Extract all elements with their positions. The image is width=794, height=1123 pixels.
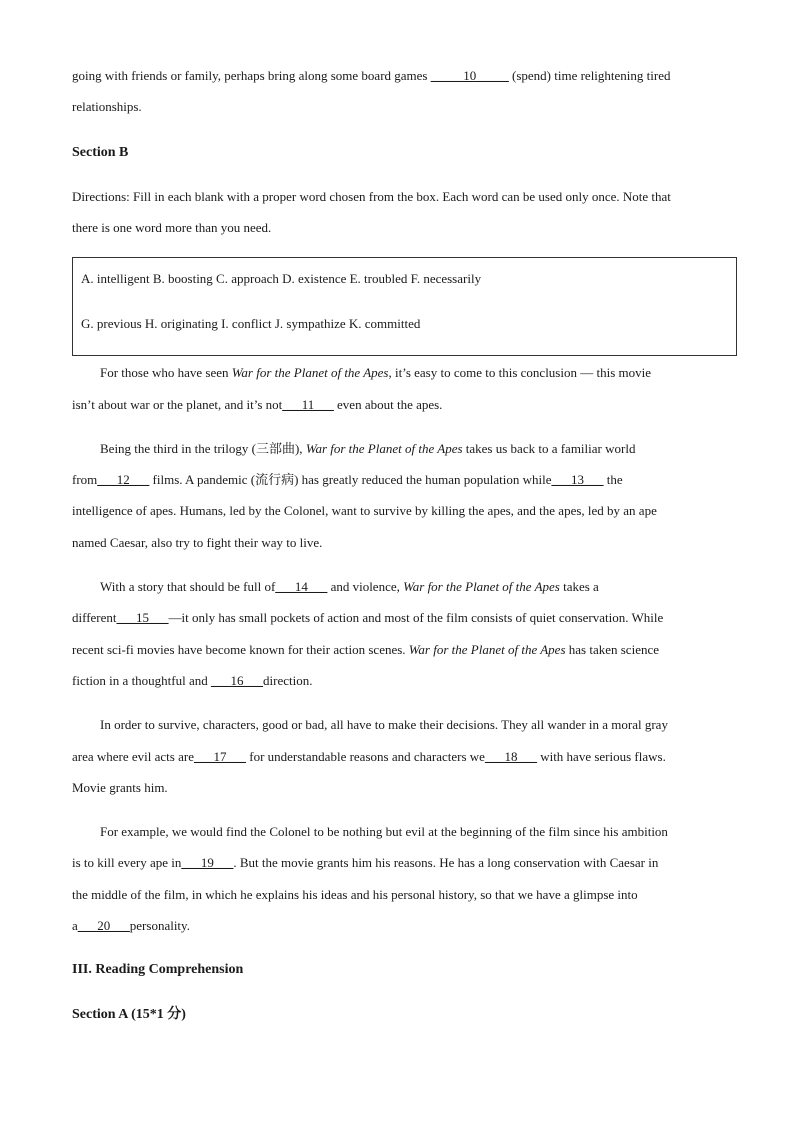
p4-line-1: In order to survive, characters, good or bad, all have to make their decisions. They all wander in a moral gray: [100, 717, 668, 732]
p1-line-1: For those who have seen War for the Planet of the Apes, it’s easy to come to this conclusion — this movie: [100, 365, 652, 380]
p4-line-2: area where evil acts are___17___ for understandable reasons and characters we___18___ with have serious flaws.: [72, 749, 666, 764]
blank-13: ___13___: [551, 472, 604, 487]
blank-19: ___19___: [181, 855, 234, 870]
p5-line-2: is to kill every ape in___19___. But the movie grants him his reasons. He has a long conservation with Caesar in: [72, 855, 659, 870]
p3-line-1: With a story that should be full of___14___ and violence, War for the Planet of the Apes takes a: [100, 579, 599, 594]
blank-12: ___12___: [97, 472, 150, 487]
p2-line-2: from___12___ films. A pandemic (流行病) has greatly reduced the human population while___13___ the: [72, 472, 623, 487]
p3-line-3: recent sci-fi movies have become known for their action scenes. War for the Planet of the Apes has taken science: [72, 642, 659, 657]
section-b-heading: Section B: [72, 145, 129, 160]
movie-title: War for the Planet of the Apes: [408, 642, 566, 657]
p2-line-1: Being the third in the trilogy (三部曲), War for the Planet of the Apes takes us back to a familiar world: [100, 441, 636, 456]
section-a-heading: Section A (15*1 分): [72, 1007, 186, 1022]
p4-line-3: Movie grants him.: [72, 780, 168, 795]
p3-line-2: different___15___—it only has small pockets of action and most of the film consists of quiet conservation. While: [72, 610, 664, 625]
blank-17: ___17___: [193, 749, 246, 764]
p2-line-4: named Caesar, also try to fight their way to live.: [72, 535, 323, 550]
blank-16: ___16___: [211, 673, 264, 688]
directions-line-1: Directions: Fill in each blank with a proper word chosen from the box. Each word can be used only once. Note that: [72, 189, 671, 204]
movie-title: War for the Planet of the Apes: [403, 579, 560, 594]
section-3-heading: III. Reading Comprehension: [72, 962, 244, 977]
blank-10: _____10_____: [430, 68, 509, 83]
p3-line-4: fiction in a thoughtful and ___16___direction.: [72, 673, 313, 688]
p1-line-2: isn’t about war or the planet, and it’s not___11___ even about the apes.: [72, 397, 443, 412]
blank-14: ___14___: [275, 579, 328, 594]
p2-line-3: intelligence of apes. Humans, led by the Colonel, want to survive by killing the apes, and the apes, led by an ape: [72, 503, 657, 518]
word-box-row-2: G. previous H. originating I. conflict J. sympathize K. committed: [81, 316, 421, 331]
p5-line-3: the middle of the film, in which he explains his ideas and his personal history, so that we have a glimpse into: [72, 887, 638, 902]
blank-11: ___11___: [282, 397, 334, 412]
p5-line-1: For example, we would find the Colonel to be nothing but evil at the beginning of the film since his ambition: [100, 824, 668, 839]
directions-line-2: there is one word more than you need.: [72, 220, 272, 235]
p5-line-4: a___20___personality.: [72, 918, 190, 933]
blank-20: ___20___: [77, 918, 130, 933]
word-box-row-1: A. intelligent B. boosting C. approach D. existence E. troubled F. necessarily: [81, 271, 482, 286]
top-line-2: relationships.: [72, 99, 142, 114]
top-line-1: going with friends or family, perhaps bring along some board games _____10_____ (spend) time relightening tired: [72, 68, 671, 83]
blank-18: ___18___: [484, 749, 537, 764]
word-box: [72, 257, 737, 356]
movie-title: War for the Planet of the Apes: [231, 365, 389, 380]
movie-title: War for the Planet of the Apes: [305, 441, 463, 456]
blank-15: ___15___: [116, 610, 169, 625]
